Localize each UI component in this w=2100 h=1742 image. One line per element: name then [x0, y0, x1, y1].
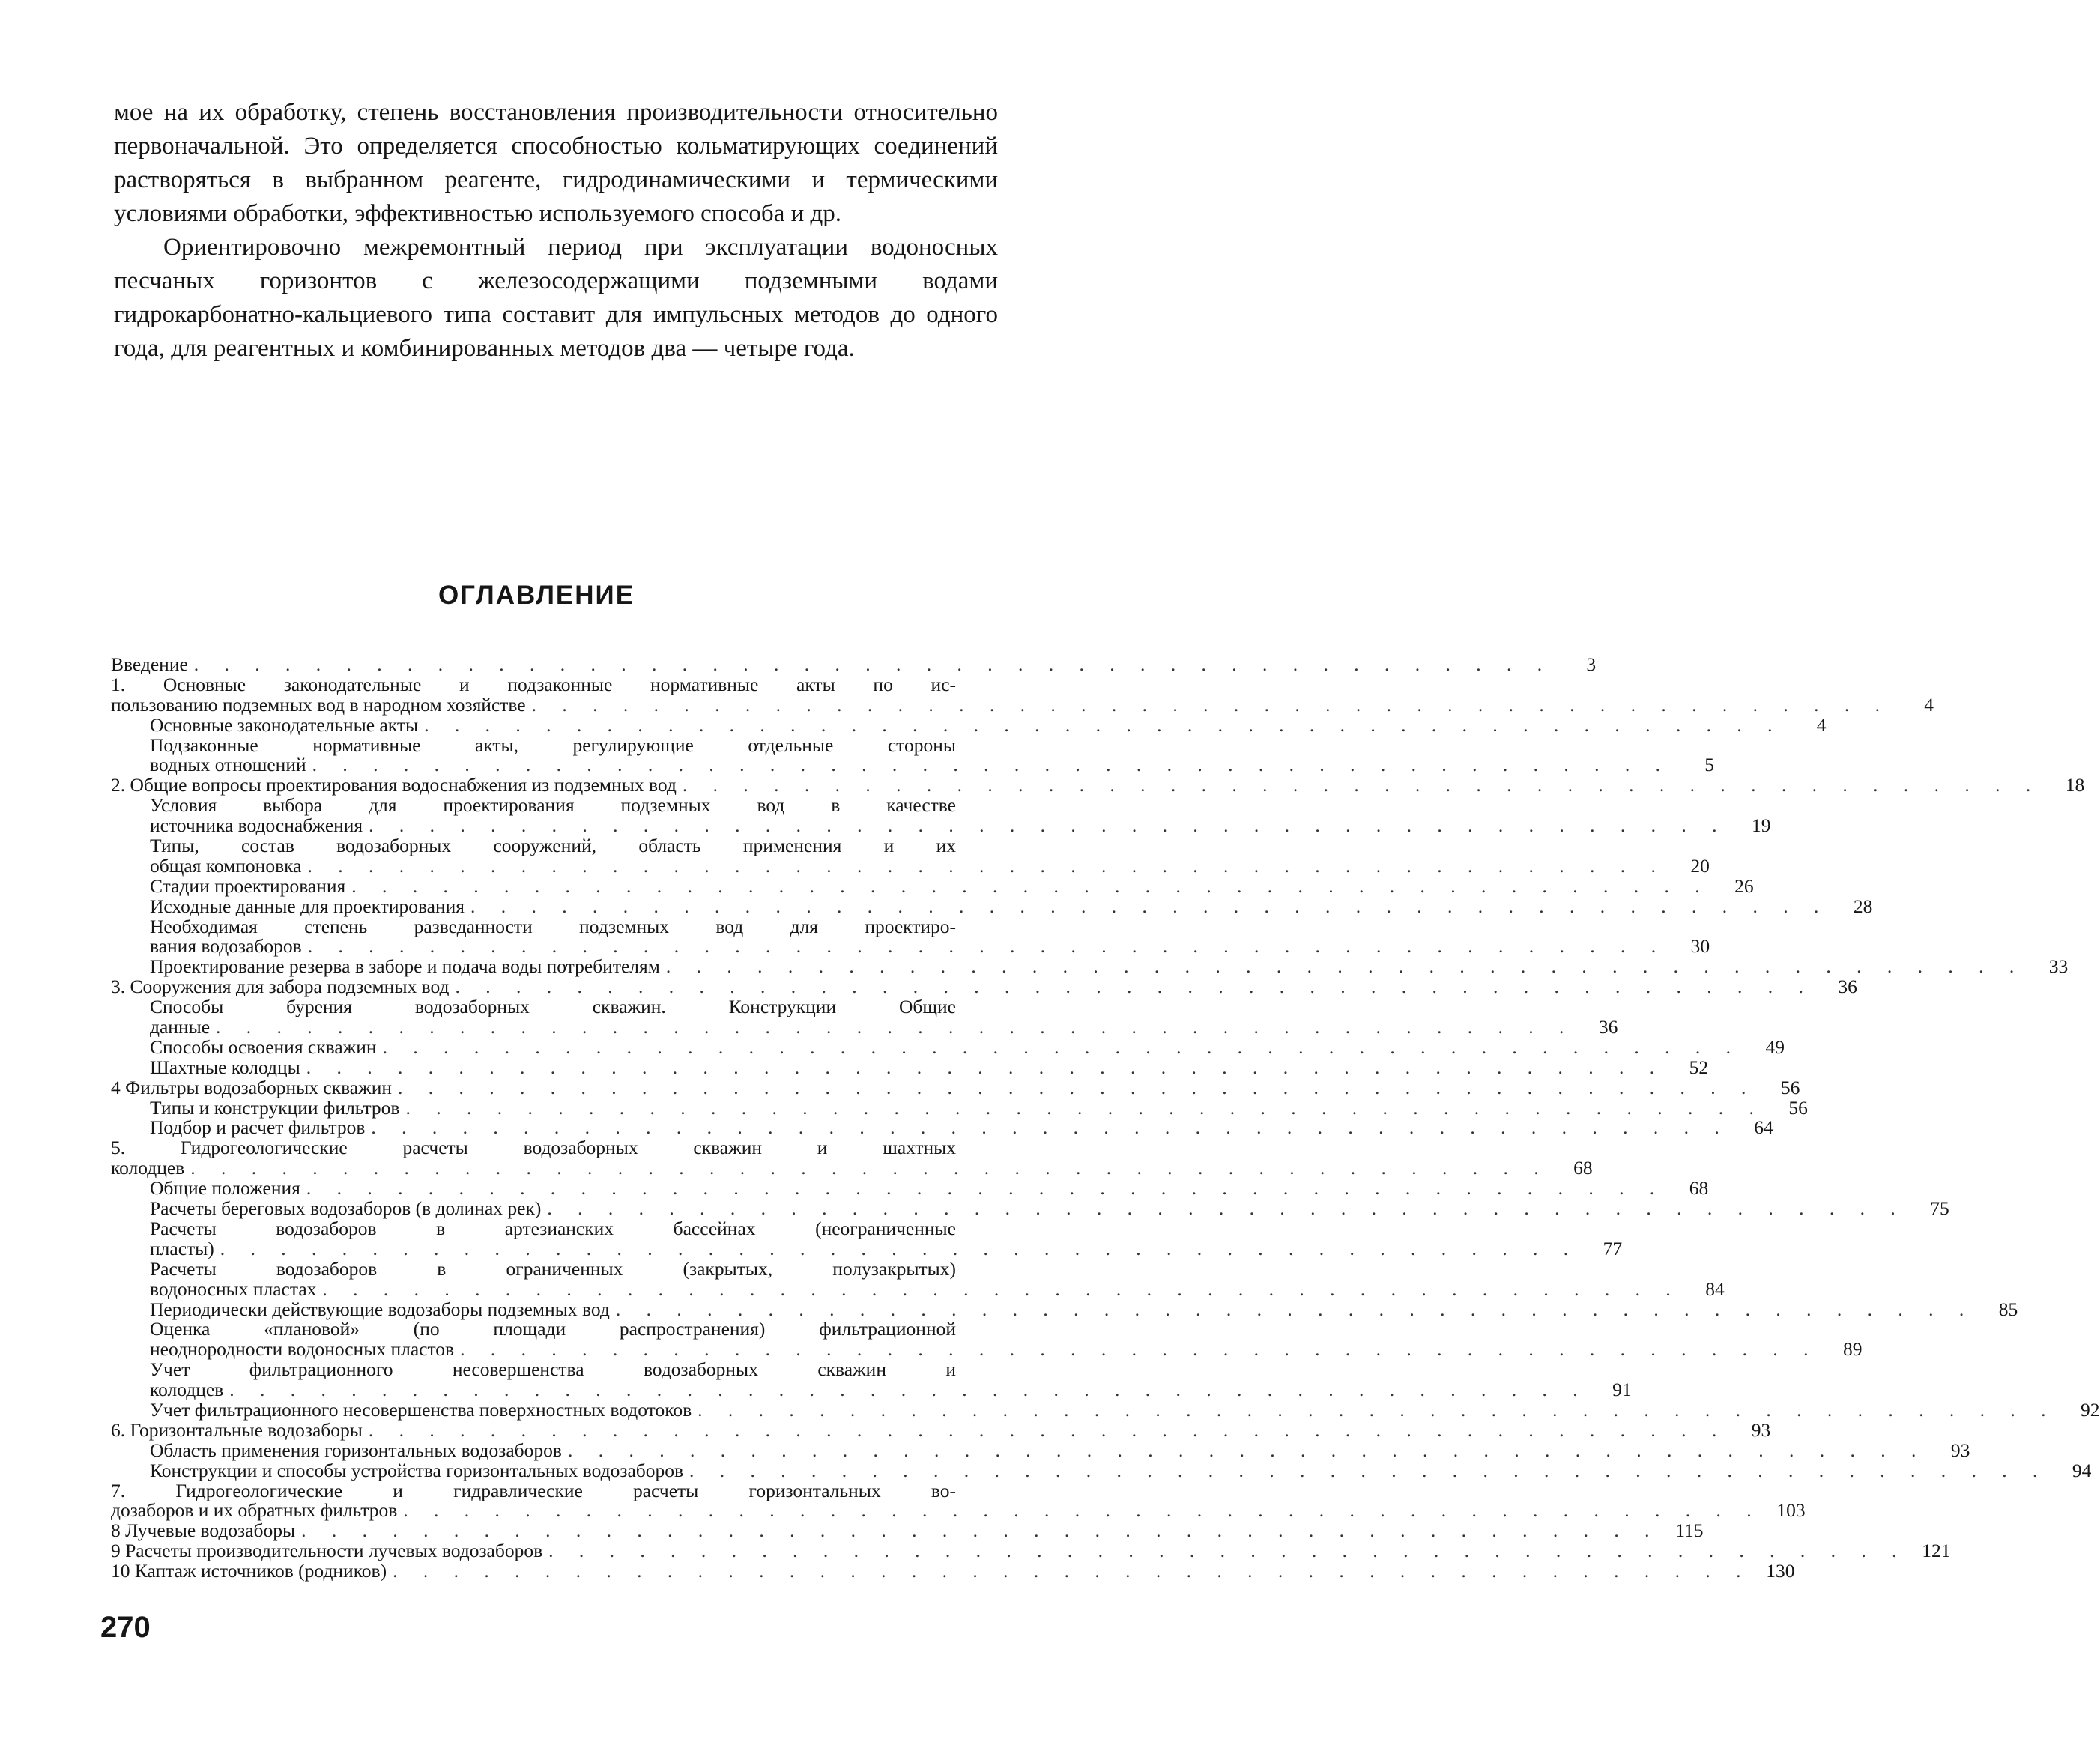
toc-dot-leader — [363, 816, 1727, 836]
toc-entry-title: Условия выбора для проектирования подземных вод в качестве — [150, 794, 956, 817]
toc-entry-page: 94 — [2072, 1459, 2092, 1481]
toc-entry — [111, 854, 1710, 877]
toc-entry-title: Основные законодательные акты — [150, 713, 419, 736]
toc-entry — [111, 895, 1873, 917]
toc-dot-leader — [302, 937, 1666, 957]
toc-entry — [111, 1157, 1593, 1179]
toc-entry — [111, 1016, 1618, 1038]
toc-entry — [111, 693, 1934, 716]
toc-dot-leader — [454, 1340, 1818, 1360]
toc-entry-title: Исходные данные для проектирования — [150, 895, 465, 917]
toc-entry-page: 77 — [1603, 1237, 1623, 1259]
toc-entry — [111, 653, 1597, 675]
toc-dot-leader — [210, 1017, 1574, 1038]
toc-dot-leader — [692, 1400, 2056, 1421]
toc-dot-leader — [526, 695, 1890, 716]
toc-entry — [111, 1116, 1773, 1139]
toc-dot-leader — [223, 1380, 1588, 1400]
toc-entry-page: 56 — [1780, 1076, 1800, 1098]
toc-entry-page: 68 — [1689, 1177, 1709, 1200]
toc-entry — [111, 814, 1771, 837]
toc-entry — [111, 774, 2085, 796]
toc-entry-title: Периодически действующие водозаборы подземных вод — [150, 1298, 610, 1320]
toc-entry-page: 84 — [1705, 1277, 1725, 1300]
toc-entry-title: Расчеты береговых водозаборов (в долинах рек) — [150, 1197, 542, 1220]
intro-text — [114, 96, 998, 366]
toc-entry — [111, 1056, 1709, 1078]
toc-dot-leader — [660, 957, 2024, 977]
toc-entry-title: пользованию подземных вод в народном хозяйстве — [111, 693, 526, 716]
toc-dot-leader — [363, 1421, 1727, 1441]
toc-dot-leader — [677, 775, 2041, 796]
toc-entry — [111, 796, 999, 816]
toc-entry — [111, 1259, 999, 1280]
page-number: 270 — [100, 1611, 151, 1644]
toc-entry-page: 4 — [1924, 693, 1934, 716]
toc-entry-page: 52 — [1689, 1056, 1709, 1078]
toc-entry-title: общая компоновка — [150, 854, 302, 877]
toc-entry-page: 56 — [1788, 1096, 1808, 1119]
toc-entry-page: 89 — [1842, 1338, 1863, 1361]
toc-entry — [111, 1481, 999, 1501]
toc-entry-page: 20 — [1690, 854, 1710, 877]
toc-entry-page: 19 — [1752, 814, 1771, 837]
toc-entry-page: 93 — [1751, 1418, 1771, 1441]
toc-entry-page: 5 — [1704, 754, 1714, 776]
toc-entry-page: 85 — [1998, 1298, 2018, 1320]
toc-dot-leader — [399, 1098, 1764, 1119]
toc-dot-leader — [683, 1461, 2048, 1481]
toc-entry — [111, 1219, 999, 1239]
toc-dot-leader — [295, 1521, 1659, 1541]
toc-entry-title: 9 Расчеты производительности лучевых водозаборов — [111, 1540, 543, 1562]
toc-dot-leader — [345, 877, 1710, 897]
toc-entry-page: 36 — [1598, 1016, 1618, 1038]
toc-dot-leader — [465, 897, 1829, 917]
toc-entry — [111, 1459, 2092, 1481]
toc-entry-page: 92 — [2081, 1398, 2100, 1421]
toc-entry-title: колодцев — [150, 1379, 224, 1401]
intro-paragraph-2: Ориентировочно межремонтный период при эксплуатации водоносных песчаных горизонтов с железосодержащими подземными водами гидрокарбонатно-кальциевого типа составит для импульсных методов до одного года, для реагентных и комбинированных методов два — четыре года. — [114, 234, 998, 362]
toc-entry-title: Способы бурения водозаборных скважин. Конструкции Общие — [150, 996, 956, 1018]
toc-entry-title: Типы, состав водозаборных сооружений, область применения и их — [150, 835, 956, 857]
toc-entry-title: водоносных пластах — [150, 1277, 317, 1300]
toc-entry-title: 2. Общие вопросы проектирования водоснабжения из подземных вод — [111, 774, 677, 796]
toc-entry — [111, 1237, 1623, 1259]
toc-entry-title: Проектирование резерва в заборе и подача воды потребителям — [150, 955, 660, 978]
toc-entry-title: 8 Лучевые водозаборы — [111, 1519, 296, 1542]
toc-entry-page: 18 — [2065, 774, 2085, 796]
toc-entry-page: 4 — [1816, 713, 1827, 736]
toc-entry — [111, 976, 1857, 998]
toc-dot-leader — [610, 1300, 1974, 1320]
toc-entry — [111, 1277, 1725, 1300]
toc-entry-title: Оценка «плановой» (по площади распространения) фильтрационной — [150, 1318, 956, 1340]
toc-entry — [111, 917, 999, 937]
toc-entry — [111, 1398, 2100, 1421]
toc-dot-leader — [449, 977, 1813, 997]
toc-entry-title: Необходимая степень разведанности подземных вод для проектиро- — [150, 915, 956, 937]
toc-dot-leader — [300, 1058, 1665, 1078]
toc-entry — [111, 1360, 999, 1380]
toc-dot-leader — [541, 1199, 1905, 1219]
toc-entry-page: 3 — [1586, 653, 1597, 675]
toc-entry-title: неоднородности водоносных пластов — [150, 1338, 455, 1361]
toc-dot-leader — [418, 716, 1782, 736]
toc-entry-page: 26 — [1734, 874, 1754, 897]
toc-entry-title: 5. Гидрогеологические расчеты водозаборных скважин и шахтных — [111, 1137, 956, 1159]
table-of-contents — [111, 653, 2100, 1582]
toc-entry-title: Область применения горизонтальных водозаборов — [150, 1439, 562, 1461]
toc-entry — [111, 1379, 1632, 1401]
toc-entry-page: 115 — [1675, 1519, 1704, 1542]
toc-entry-title: Способы освоения скважин — [150, 1035, 377, 1058]
toc-entry-title: Типы и конструкции фильтров — [150, 1096, 400, 1119]
toc-entry — [111, 1418, 1771, 1441]
toc-entry — [111, 1560, 1795, 1582]
toc-entry — [111, 1319, 999, 1340]
toc-entry-title: пласты) — [150, 1237, 214, 1259]
toc-entry-title: Расчеты водозаборов в артезианских бассейнах (неограниченные — [150, 1217, 956, 1239]
toc-entry-title: 6. Горизонтальные водозаборы — [111, 1418, 363, 1441]
intro-paragraph-1: мое на их обработку, степень восстановления производительности относительно первоначальной. Это определяется способностью кольматирующих соединений растворяться в выбранном реагенте, гидродинамическими и термическими условиями обработки, эффективностью используемого способа и др. — [114, 99, 998, 227]
toc-dot-leader — [184, 1158, 1549, 1179]
toc-entry-page: 30 — [1690, 935, 1710, 958]
toc-entry — [111, 1177, 1709, 1200]
toc-dot-leader — [397, 1501, 1761, 1521]
toc-entry-page: 33 — [2048, 955, 2069, 978]
toc-entry — [111, 1197, 1949, 1220]
toc-entry-title: 10 Каптаж источников (родников) — [111, 1560, 387, 1582]
toc-entry — [111, 1540, 1951, 1562]
toc-entry — [111, 836, 999, 856]
toc-entry-title: 3. Сооружения для забора подземных вод — [111, 976, 450, 998]
toc-entry-page: 103 — [1776, 1499, 1806, 1522]
toc-entry-title: вания водозаборов — [150, 935, 302, 958]
toc-dot-leader — [377, 1038, 1741, 1058]
toc-entry-page: 93 — [1950, 1439, 1970, 1461]
toc-entry — [111, 1298, 2018, 1320]
toc-dot-leader — [300, 1179, 1665, 1199]
toc-entry-title: 4 Фильтры водозаборных скважин — [111, 1076, 393, 1098]
toc-entry — [111, 713, 1827, 736]
toc-entry — [111, 1499, 1806, 1522]
toc-entry-title: Расчеты водозаборов в ограниченных (закрытых, полузакрытых) — [150, 1257, 956, 1280]
toc-entry-title: Конструкции и способы устройства горизонтальных водозаборов — [150, 1459, 684, 1481]
toc-dot-leader — [188, 655, 1552, 675]
toc-entry-title: Учет фильтрационного несовершенства водозаборных скважин и — [150, 1358, 956, 1381]
toc-entry-page: 121 — [1922, 1540, 1951, 1562]
toc-entry-title: водных отношений — [150, 754, 306, 776]
toc-dot-leader — [214, 1239, 1579, 1259]
toc-entry-title: Введение — [111, 653, 188, 675]
toc-entry-page: 75 — [1930, 1197, 1949, 1220]
toc-entry — [111, 754, 1714, 776]
toc-dot-leader — [316, 1280, 1680, 1300]
toc-entry — [111, 1035, 1785, 1058]
toc-entry-page: 49 — [1765, 1035, 1785, 1058]
toc-entry-page: 91 — [1612, 1379, 1632, 1401]
toc-entry-page: 68 — [1573, 1157, 1593, 1179]
toc-entry-title: Общие положения — [150, 1177, 300, 1200]
toc-dot-leader — [365, 1118, 1729, 1138]
toc-entry-title: колодцев — [111, 1157, 185, 1179]
toc-entry-title: Подзаконные нормативные акты, регулирующие отдельные стороны — [150, 734, 956, 756]
toc-entry-title: Стадии проектирования — [150, 874, 346, 897]
toc-dot-leader — [392, 1078, 1756, 1098]
toc-entry-page: 28 — [1853, 895, 1873, 917]
toc-entry — [111, 997, 999, 1017]
toc-entry — [111, 1338, 1863, 1361]
toc-dot-leader — [542, 1541, 1907, 1561]
toc-entry — [111, 1439, 1970, 1461]
toc-entry — [111, 1138, 999, 1158]
toc-entry-page: 36 — [1838, 976, 1857, 998]
toc-entry-title: 1. Основные законодательные и подзаконные нормативные акты по ис- — [111, 673, 956, 695]
toc-entry — [111, 874, 1754, 897]
toc-dot-leader — [387, 1561, 1751, 1582]
toc-entry-title: дозаборов и их обратных фильтров — [111, 1499, 398, 1522]
toc-entry — [111, 955, 2069, 978]
toc-entry-title: источника водоснабжения — [150, 814, 363, 837]
toc-entry — [111, 1096, 1808, 1119]
toc-entry — [111, 1076, 1800, 1098]
toc-entry — [111, 935, 1710, 958]
toc-title: ОГЛАВЛЕНИЕ — [438, 581, 635, 610]
toc-entry — [111, 736, 999, 756]
toc-entry-title: 7. Гидрогеологические и гидравлические расчеты горизонтальных во- — [111, 1479, 956, 1501]
toc-entry-page: 130 — [1766, 1560, 1795, 1582]
toc-entry-title: Учет фильтрационного несовершенства поверхностных водотоков — [150, 1398, 692, 1421]
toc-entry — [111, 675, 999, 695]
toc-dot-leader — [562, 1441, 1926, 1461]
toc-entry-page: 64 — [1754, 1116, 1773, 1139]
toc-entry-title: Шахтные колодцы — [150, 1056, 300, 1078]
toc-dot-leader — [301, 856, 1665, 877]
toc-entry-title: Подбор и расчет фильтров — [150, 1116, 366, 1139]
toc-entry — [111, 1519, 1704, 1542]
toc-entry-title: данные — [150, 1016, 211, 1038]
toc-dot-leader — [306, 755, 1671, 775]
